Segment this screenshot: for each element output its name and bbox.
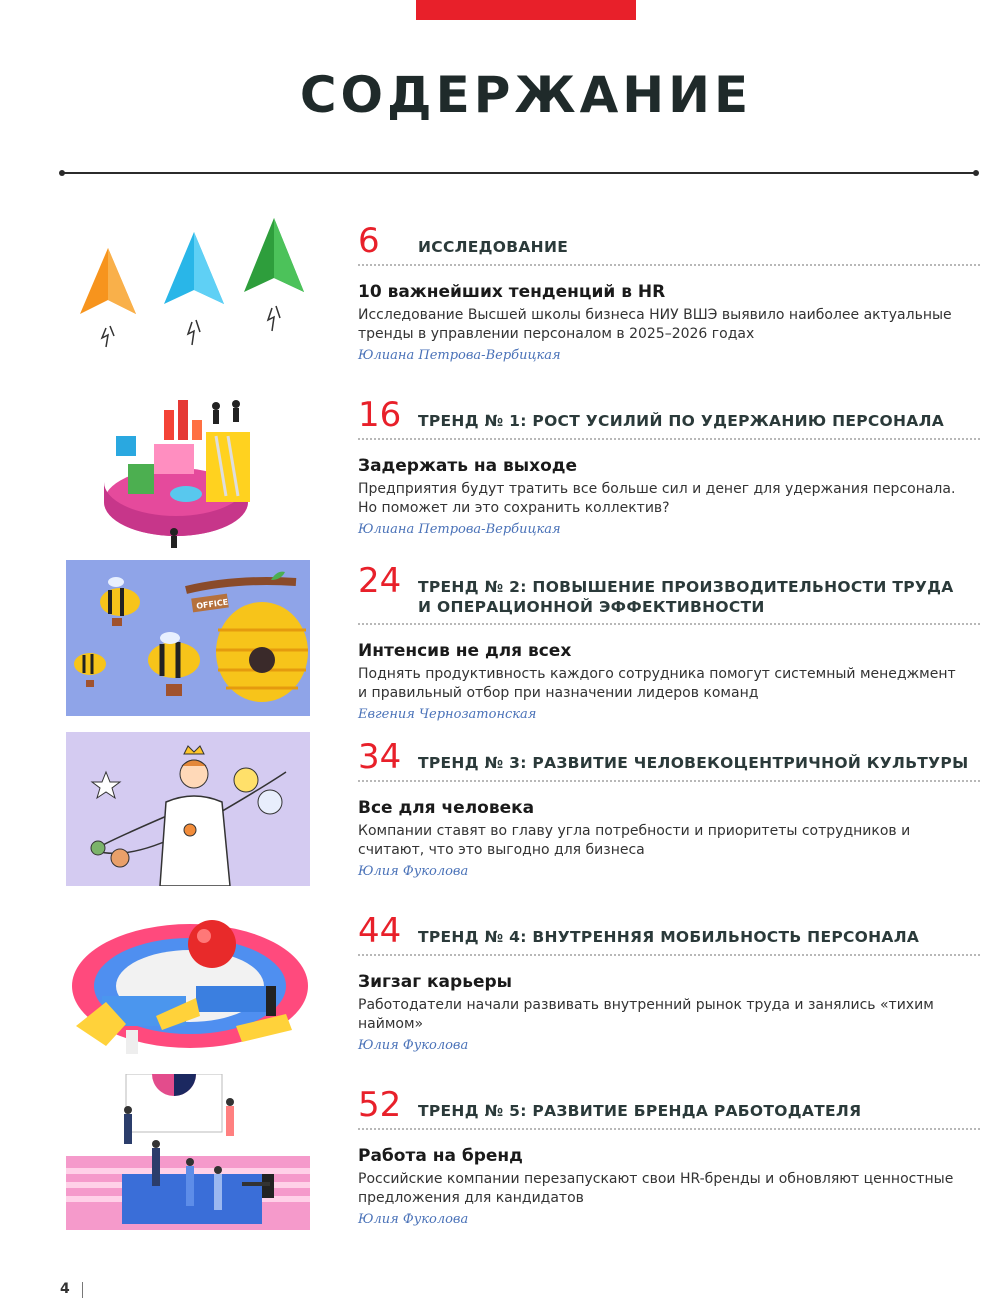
section-label: ТРЕНД № 3: РАЗВИТИЕ ЧЕЛОВЕКОЦЕНТРИЧНОЙ КУЛЬТУРЫ [418, 754, 969, 772]
article-description: Предприятия будут тратить все больше сил и денег для удержания персонала. Но поможет ли это сохранить коллектив? [358, 481, 956, 516]
crowned-man-image [66, 732, 310, 886]
section-label [418, 577, 954, 617]
bees-hive-image [66, 560, 310, 716]
page-title: СОДЕРЖАНИЕ [299, 66, 753, 124]
section-label-line2: И ОПЕРАЦИОННОЙ ЭФФЕКТИВНОСТИ [418, 598, 765, 616]
maze-stairs-image [66, 906, 310, 1060]
top-accent-bar [416, 0, 636, 20]
section-header [358, 1085, 980, 1130]
page-number: 34 [358, 737, 402, 777]
footer-separator [82, 1282, 83, 1298]
article-description: Компании ставят во главу угла потребности и приоритеты сотрудников и считают, что это выгодно для бизнеса [358, 823, 911, 858]
section-header [358, 737, 980, 782]
page-number: 24 [358, 561, 402, 601]
article-description: Российские компании перезапускают свои HR-бренды и обновляют ценностные предложения для кандидатов [358, 1171, 954, 1206]
article-title[interactable]: Работа на бренд [358, 1146, 523, 1166]
section-label: ИССЛЕДОВАНИЕ [418, 238, 569, 256]
page-number: 6 [358, 221, 380, 261]
article-author: Юлиана Петрова-Вербицкая [358, 522, 561, 537]
article-author: Евгения Чернозатонская [358, 707, 537, 722]
section-label: ТРЕНД № 1: РОСТ УСИЛИЙ ПО УДЕРЖАНИЮ ПЕРСОНАЛА [418, 412, 945, 430]
page-number: 44 [358, 911, 402, 951]
article-author: Юлия Фуколова [358, 864, 469, 879]
section-label: ТРЕНД № 5: РАЗВИТИЕ БРЕНДА РАБОТОДАТЕЛЯ [418, 1102, 862, 1120]
article-description: Поднять продуктивность каждого сотрудника помогут системный менеджмент и правильный отбор при назначении лидеров команд [358, 666, 956, 701]
article-title[interactable]: Интенсив не для всех [358, 641, 572, 661]
section-header [358, 221, 980, 266]
article-description: Работодатели начали развивать внутренний рынок труда и занялись «тихим наймом» [358, 997, 934, 1032]
article-title[interactable]: Зигзаг карьеры [358, 972, 513, 992]
article-author: Юлиана Петрова-Вербицкая [358, 348, 561, 363]
article-author: Юлия Фуколова [358, 1038, 469, 1053]
section-header [358, 561, 980, 625]
article-description: Исследование Высшей школы бизнеса НИУ ВШЭ выявило наиболее актуальные тренды в управлении персоналом в 2025–2026 годах [358, 307, 952, 342]
page-number: 16 [358, 395, 402, 435]
business-chart-image [66, 392, 310, 548]
footer-page-number: 4 [60, 1281, 70, 1297]
page-number: 52 [358, 1085, 402, 1125]
title-divider [62, 172, 976, 174]
team-presentation-image [66, 1074, 310, 1230]
article-title[interactable]: Задержать на выходе [358, 456, 578, 476]
section-header [358, 395, 980, 440]
article-title[interactable]: Все для человека [358, 798, 535, 818]
office-sign: OFFICE [195, 597, 229, 611]
paper-planes-image [66, 214, 310, 374]
section-label-line1: ТРЕНД № 2: ПОВЫШЕНИЕ ПРОИЗВОДИТЕЛЬНОСТИ ТРУДА [418, 578, 954, 596]
article-author: Юлия Фуколова [358, 1212, 469, 1227]
section-header [358, 911, 980, 956]
article-title[interactable]: 10 важнейших тенденций в HR [358, 282, 666, 302]
section-label: ТРЕНД № 4: ВНУТРЕННЯЯ МОБИЛЬНОСТЬ ПЕРСОНАЛА [418, 928, 920, 946]
